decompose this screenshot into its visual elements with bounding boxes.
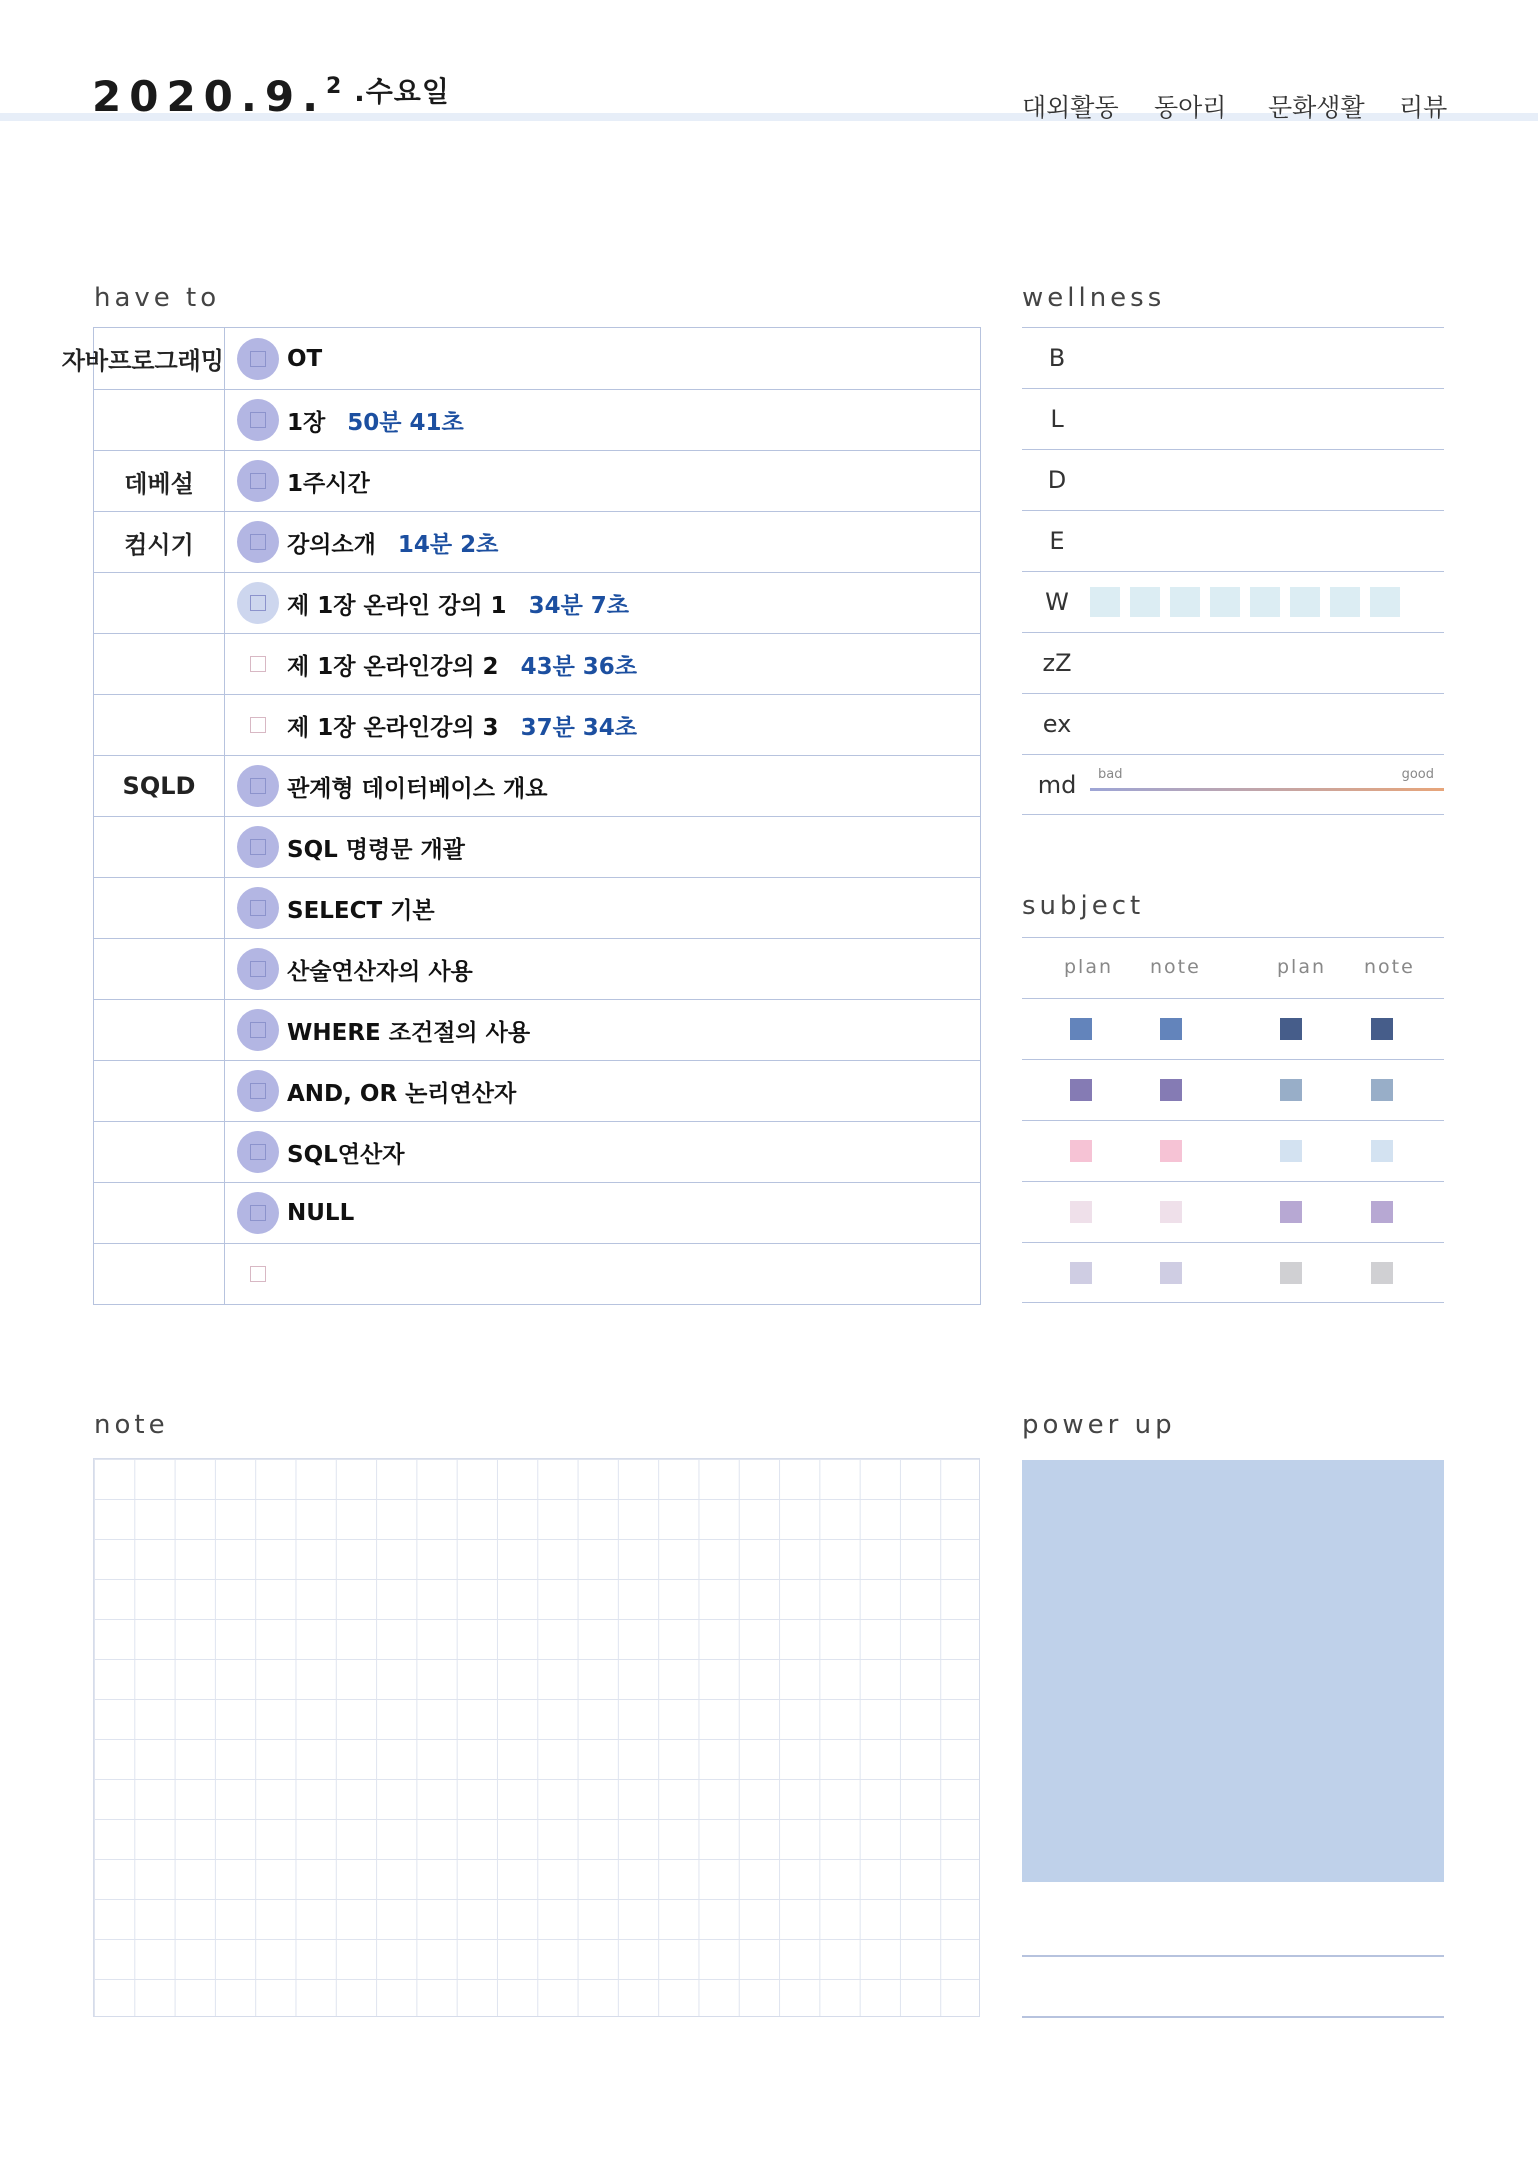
- wellness-label: W: [1045, 588, 1069, 616]
- subject-color-swatch[interactable]: [1070, 1018, 1092, 1040]
- todo-task-text: SELECT 기본: [287, 897, 435, 924]
- todo-row: [94, 694, 980, 755]
- subject-color-swatch[interactable]: [1160, 1262, 1182, 1284]
- checkbox-icon: [250, 717, 266, 733]
- todo-duration: 43분 36초: [520, 653, 638, 680]
- water-cup[interactable]: [1290, 587, 1320, 617]
- todo-row: [94, 1060, 980, 1121]
- have-to-title: have to: [94, 283, 221, 313]
- todo-row: [94, 816, 980, 877]
- subject-header-note: note: [1364, 956, 1415, 978]
- wellness-label: L: [1050, 405, 1064, 433]
- subject-color-swatch[interactable]: [1280, 1018, 1302, 1040]
- todo-checkbox[interactable]: [237, 338, 279, 380]
- subject-header-note: note: [1150, 956, 1201, 978]
- todo-checkbox[interactable]: [237, 826, 279, 868]
- todo-checkbox[interactable]: [237, 1009, 279, 1051]
- todo-checkbox[interactable]: [237, 582, 279, 624]
- water-cup[interactable]: [1090, 587, 1120, 617]
- water-cup[interactable]: [1250, 587, 1280, 617]
- subject-color-swatch[interactable]: [1070, 1079, 1092, 1101]
- tab-external-activities[interactable]: 대외활동: [1022, 93, 1119, 122]
- wellness-row: [1022, 754, 1444, 815]
- todo-checkbox[interactable]: [237, 1131, 279, 1173]
- todo-task: [225, 573, 980, 633]
- todo-task: [225, 878, 980, 938]
- todo-checkbox[interactable]: [237, 399, 279, 441]
- todo-task-text: SQL 명령문 개괄: [287, 836, 465, 863]
- power-up-line: [1022, 2016, 1444, 2018]
- checkbox-icon: [250, 473, 266, 489]
- todo-checkbox[interactable]: [237, 1070, 279, 1112]
- date-year-month: 2020.9.: [92, 72, 327, 121]
- todo-category: [94, 1000, 225, 1060]
- todo-task: [225, 1122, 980, 1182]
- subject-color-swatch[interactable]: [1371, 1201, 1393, 1223]
- checkbox-icon: [250, 778, 266, 794]
- checkbox-icon: [250, 900, 266, 916]
- todo-task: [225, 390, 980, 450]
- todo-task-text: OT: [287, 345, 323, 372]
- todo-row: [94, 572, 980, 633]
- subject-table: [1022, 937, 1444, 1303]
- wellness-row: [1022, 449, 1444, 510]
- subject-color-swatch[interactable]: [1280, 1140, 1302, 1162]
- have-to-table: [61, 327, 981, 1305]
- wellness-row: [1022, 327, 1444, 388]
- subject-color-swatch[interactable]: [1280, 1079, 1302, 1101]
- todo-category: [94, 695, 225, 755]
- todo-task: [225, 634, 980, 694]
- subject-title: subject: [1022, 891, 1145, 921]
- todo-task-text: NULL: [287, 1200, 355, 1226]
- checkbox-icon: [250, 656, 266, 672]
- checkbox-icon: [250, 1266, 266, 1282]
- todo-task: [225, 695, 980, 755]
- subject-color-swatch[interactable]: [1160, 1201, 1182, 1223]
- wellness-label: ex: [1042, 710, 1072, 738]
- todo-checkbox[interactable]: [237, 765, 279, 807]
- wellness-label: B: [1048, 344, 1066, 372]
- checkbox-icon: [250, 1083, 266, 1099]
- todo-row: [94, 938, 980, 999]
- todo-checkbox[interactable]: [237, 1253, 279, 1295]
- todo-category: [94, 634, 225, 694]
- todo-task-text: WHERE 조건절의 사용: [287, 1019, 531, 1046]
- subject-row: [1022, 1059, 1444, 1120]
- todo-task-text: 제 1장 온라인강의 3: [287, 714, 499, 741]
- todo-category: 컴시기: [94, 512, 225, 572]
- water-cup[interactable]: [1210, 587, 1240, 617]
- todo-checkbox[interactable]: [237, 643, 279, 685]
- todo-category: 데베설: [94, 451, 225, 511]
- todo-category: [94, 1183, 225, 1243]
- todo-task: [225, 328, 980, 389]
- todo-category: [94, 939, 225, 999]
- todo-duration: 50분 41초: [347, 409, 464, 436]
- todo-checkbox[interactable]: [237, 460, 279, 502]
- todo-row: [94, 1182, 980, 1243]
- page-date: 2020.9.$^2$ $^{.수요일}$: [92, 72, 450, 121]
- todo-row: [94, 633, 980, 694]
- mood-slider[interactable]: [1090, 788, 1444, 791]
- todo-task: [225, 1183, 980, 1243]
- note-title: note: [94, 1410, 169, 1440]
- todo-task-text: 제 1장 온라인 강의 1: [287, 592, 507, 619]
- date-day: 2: [326, 74, 344, 99]
- todo-task: [225, 512, 980, 572]
- todo-task-text: 강의소개: [287, 531, 376, 558]
- wellness-row: [1022, 571, 1444, 632]
- todo-checkbox[interactable]: [237, 704, 279, 746]
- todo-checkbox[interactable]: [237, 1192, 279, 1234]
- checkbox-icon: [250, 595, 266, 611]
- todo-checkbox[interactable]: [237, 521, 279, 563]
- todo-row: [61, 328, 980, 389]
- todo-duration: 37분 34초: [520, 714, 638, 741]
- todo-task: [225, 451, 980, 511]
- todo-checkbox[interactable]: [237, 948, 279, 990]
- todo-task: [225, 817, 980, 877]
- subject-color-swatch[interactable]: [1371, 1262, 1393, 1284]
- checkbox-icon: [250, 1205, 266, 1221]
- subject-color-swatch[interactable]: [1280, 1262, 1302, 1284]
- power-up-title: power up: [1022, 1410, 1176, 1440]
- todo-category: [94, 1122, 225, 1182]
- todo-row: [94, 511, 980, 572]
- todo-row: [94, 755, 980, 816]
- wellness-row: [1022, 693, 1444, 754]
- water-tracker: [1090, 587, 1400, 617]
- note-grid[interactable]: [93, 1458, 980, 2017]
- todo-task: [225, 1244, 980, 1304]
- date-weekday: 수요일: [365, 75, 450, 108]
- checkbox-icon: [250, 351, 266, 367]
- subject-header-row: [1022, 937, 1444, 998]
- mood-bad-label: bad: [1098, 767, 1123, 782]
- todo-task-text: AND, OR 논리연산자: [287, 1080, 517, 1107]
- todo-category: [94, 878, 225, 938]
- checkbox-icon: [250, 961, 266, 977]
- mood-good-label: good: [1401, 767, 1434, 782]
- wellness-label: E: [1049, 527, 1065, 555]
- wellness-title: wellness: [1022, 283, 1166, 313]
- todo-category: 자바프로그래밍: [70, 328, 225, 389]
- todo-row: [94, 1243, 980, 1304]
- subject-color-swatch[interactable]: [1070, 1262, 1092, 1284]
- wellness-label: D: [1047, 466, 1067, 494]
- todo-task-text: 1장: [287, 409, 326, 436]
- subject-row: [1022, 1120, 1444, 1181]
- wellness-row: [1022, 388, 1444, 449]
- tab-review[interactable]: 리뷰: [1399, 93, 1448, 122]
- tab-culture[interactable]: 문화생활: [1268, 93, 1365, 122]
- checkbox-icon: [250, 412, 266, 428]
- subject-color-swatch[interactable]: [1070, 1140, 1092, 1162]
- subject-row: [1022, 998, 1444, 1059]
- todo-row: [94, 389, 980, 450]
- todo-task-text: 산술연산자의 사용: [287, 958, 473, 985]
- todo-task-text: 관계형 데이터베이스 개요: [287, 775, 548, 802]
- wellness-row: [1022, 632, 1444, 693]
- todo-category: [94, 817, 225, 877]
- todo-task: [225, 1000, 980, 1060]
- todo-row: [94, 877, 980, 938]
- subject-row: [1022, 1242, 1444, 1303]
- wellness-label: md: [1037, 770, 1077, 799]
- subject-color-swatch[interactable]: [1371, 1079, 1393, 1101]
- todo-task-text: 제 1장 온라인강의 2: [287, 653, 499, 680]
- todo-category: [94, 390, 225, 450]
- subject-header-plan: plan: [1064, 956, 1114, 978]
- todo-row: [94, 1121, 980, 1182]
- todo-duration: 34분 7초: [528, 592, 630, 619]
- water-cup[interactable]: [1330, 587, 1360, 617]
- todo-task: [225, 939, 980, 999]
- todo-task: [225, 756, 980, 816]
- subject-color-swatch[interactable]: [1371, 1018, 1393, 1040]
- checkbox-icon: [250, 534, 266, 550]
- subject-color-swatch[interactable]: [1160, 1140, 1182, 1162]
- subject-row: [1022, 1181, 1444, 1242]
- subject-color-swatch[interactable]: [1371, 1140, 1393, 1162]
- todo-task: [225, 1061, 980, 1121]
- todo-category: [94, 1061, 225, 1121]
- todo-row: [94, 450, 980, 511]
- wellness-label: zZ: [1042, 649, 1072, 677]
- todo-category: SQLD: [94, 756, 225, 816]
- subject-color-swatch[interactable]: [1160, 1018, 1182, 1040]
- power-up-box[interactable]: [1022, 1460, 1444, 1882]
- tab-club[interactable]: 동아리: [1154, 93, 1227, 122]
- todo-duration: 14분 2초: [397, 531, 499, 558]
- todo-row: [94, 999, 980, 1060]
- water-cup[interactable]: [1130, 587, 1160, 617]
- wellness-table: [1022, 327, 1444, 815]
- wellness-row: [1022, 510, 1444, 571]
- todo-checkbox[interactable]: [237, 887, 279, 929]
- water-cup[interactable]: [1170, 587, 1200, 617]
- subject-color-swatch[interactable]: [1160, 1079, 1182, 1101]
- checkbox-icon: [250, 1022, 266, 1038]
- checkbox-icon: [250, 1144, 266, 1160]
- power-up-line: [1022, 1955, 1444, 1957]
- subject-color-swatch[interactable]: [1280, 1201, 1302, 1223]
- checkbox-icon: [250, 839, 266, 855]
- subject-header-plan: plan: [1277, 956, 1327, 978]
- todo-task-text: 1주시간: [287, 470, 370, 497]
- water-cup[interactable]: [1370, 587, 1400, 617]
- todo-category: [94, 573, 225, 633]
- subject-color-swatch[interactable]: [1070, 1201, 1092, 1223]
- todo-task-text: SQL연산자: [287, 1141, 405, 1168]
- todo-category: [94, 1244, 225, 1304]
